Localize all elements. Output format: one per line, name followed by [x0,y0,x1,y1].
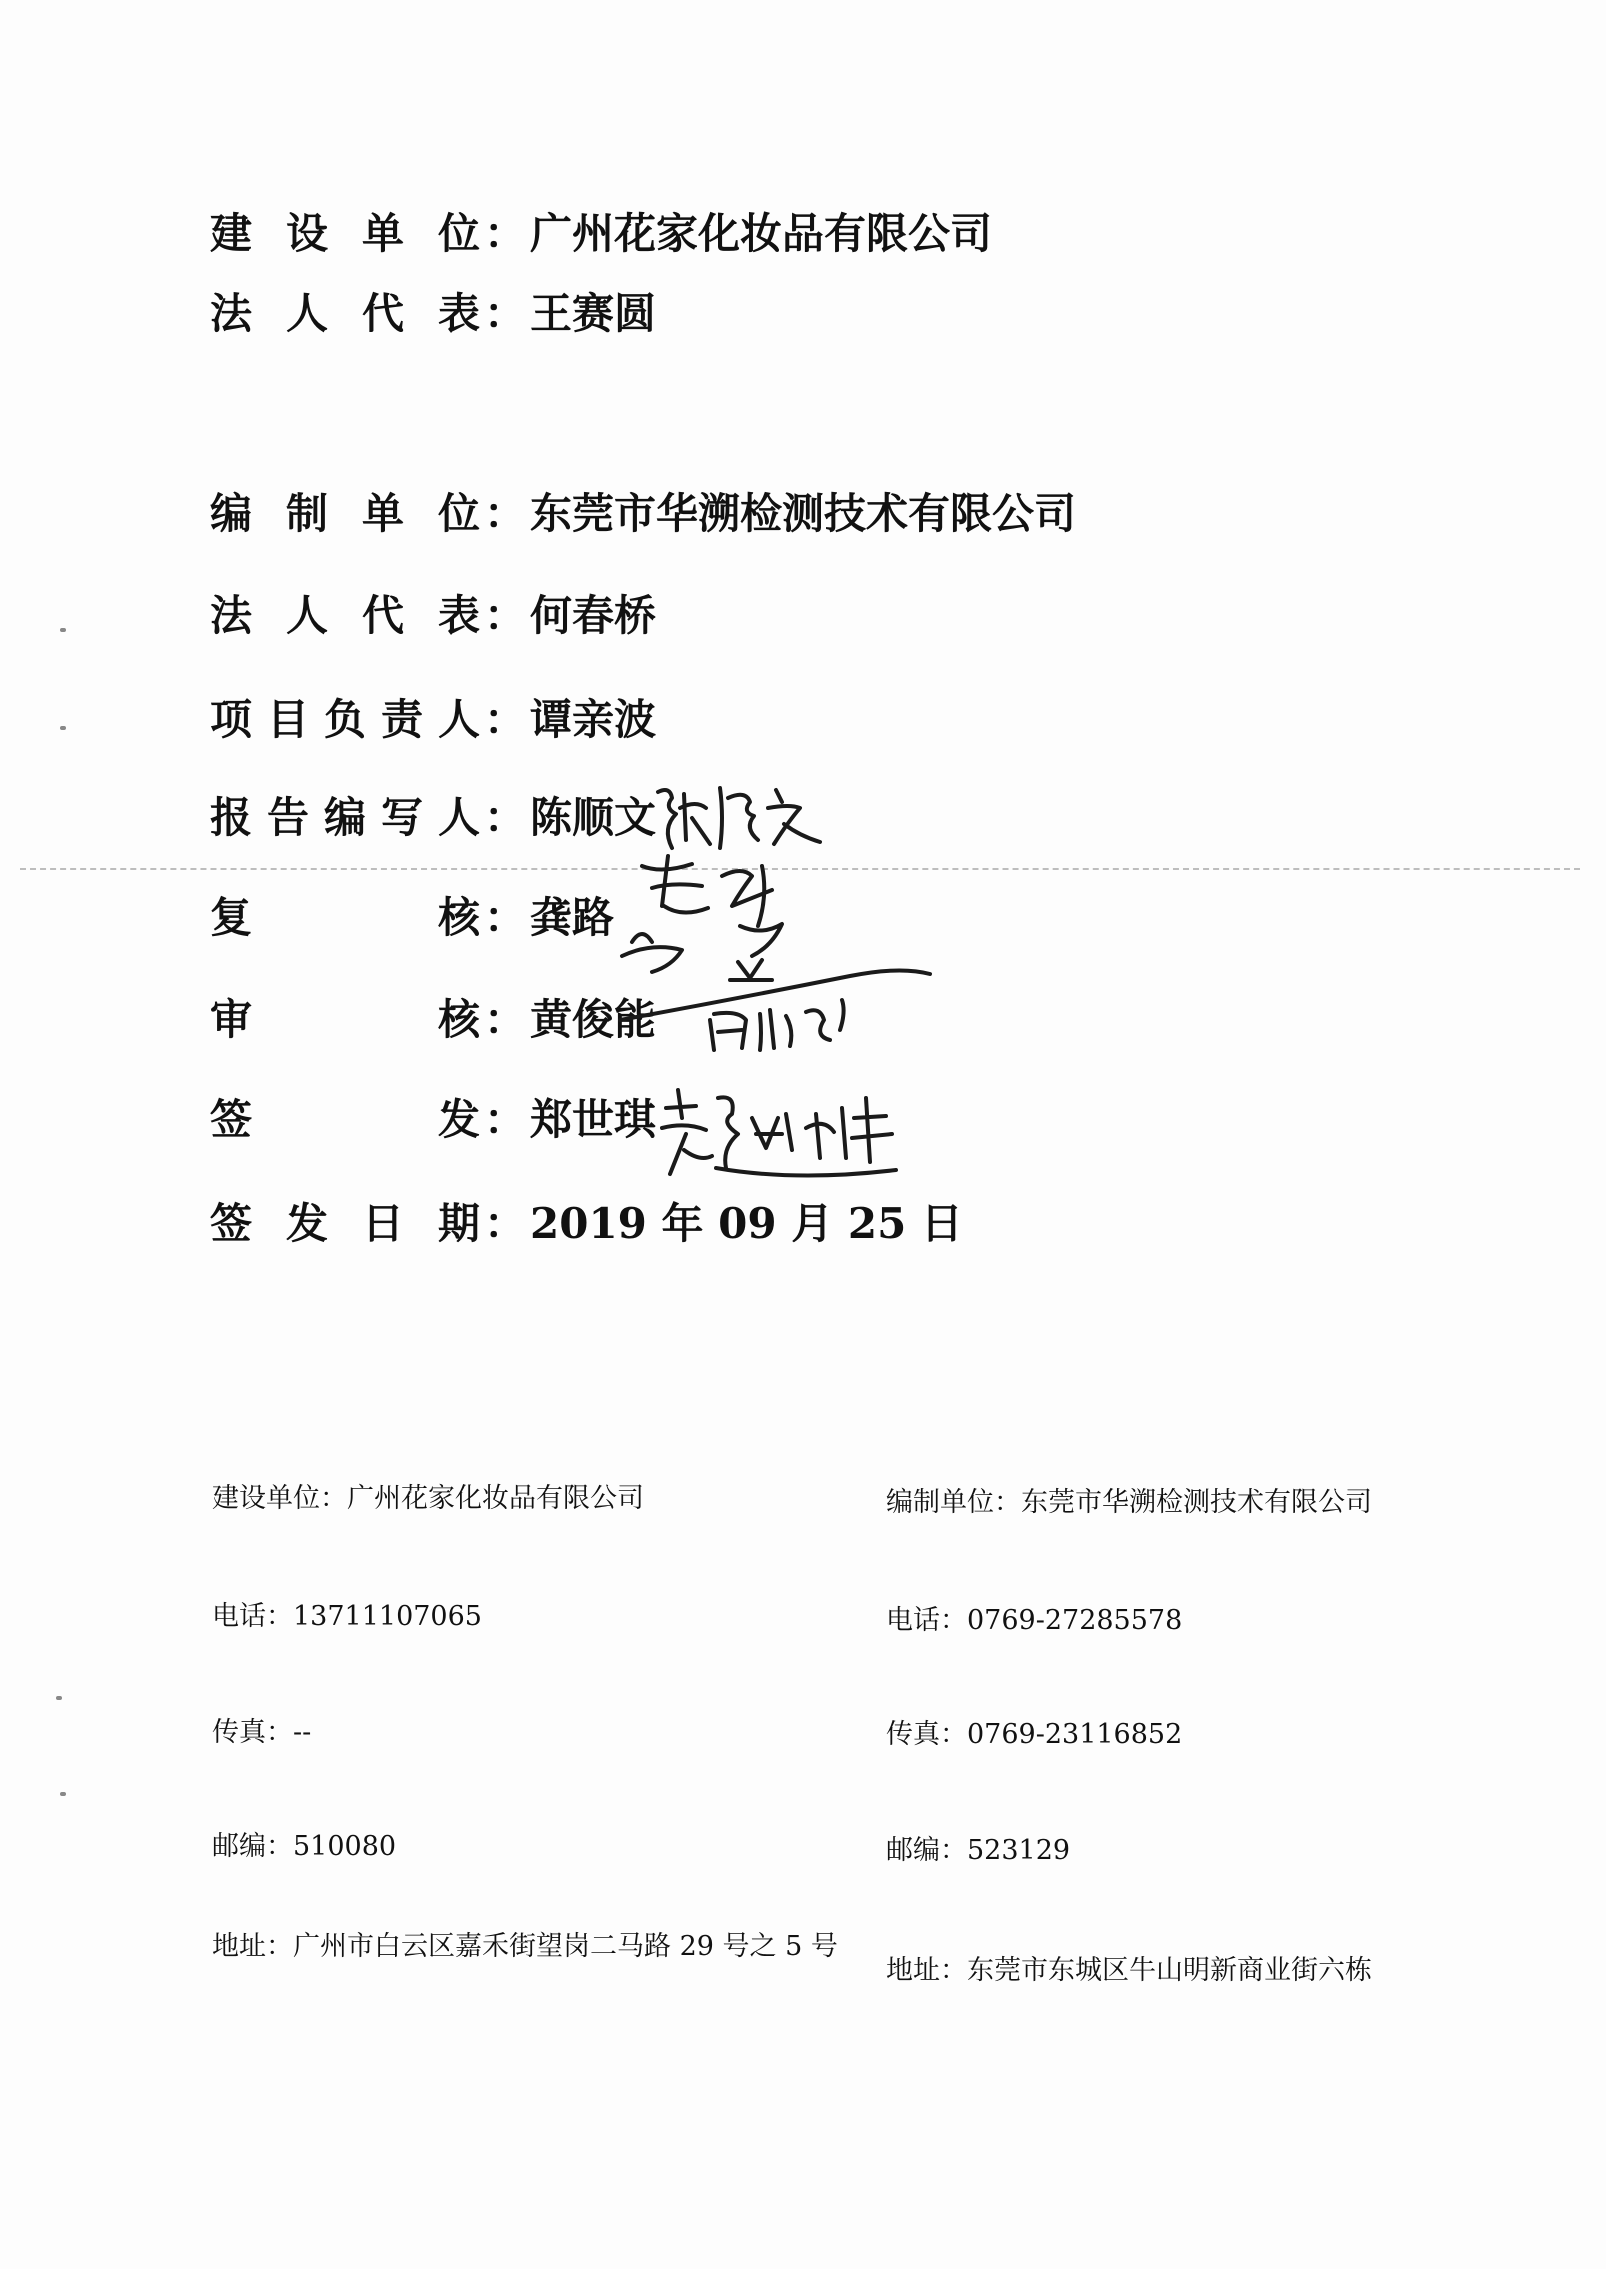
reviewer-name: 龚路 [530,893,615,942]
auditor-name: 黄俊能 [530,995,657,1044]
issuer-name: 郑世琪 [530,1095,657,1144]
client-address-label: 地址： [212,1931,293,1962]
label-char: 核 [437,893,480,942]
preparer-fax: 传真：0769-23116852 [886,1719,1183,1750]
label-char: 签 [210,1095,253,1144]
label-char: 责 [380,695,423,744]
row-issuer [210,1090,656,1150]
label-char: 位 [437,489,480,538]
client-address-value: 广州市白云区嘉禾街望岗二马路 29 号之 5 号 [293,1931,838,1962]
label-char: 告 [266,793,309,842]
label-issuer [210,1090,480,1150]
colon: ： [484,591,527,640]
client-name: 广州花家化妆品有限公司 [530,209,993,258]
colon: ： [484,209,527,258]
client-address [212,1930,872,1964]
colon: ： [484,995,527,1044]
signature-issuer [656,1078,916,1198]
label-client-rep [210,284,480,344]
label-auditor [210,990,480,1050]
label-char: 设 [285,209,328,258]
label-issue-date [210,1194,480,1254]
label-char: 单 [361,209,404,258]
preparer-postcode: 邮编：523129 [886,1835,1071,1866]
signature-auditor [610,950,940,1060]
row-auditor [210,990,656,1050]
preparer-address-value: 东莞市东城区牛山明新商业街六栋 [967,1955,1372,1986]
scan-speck [60,628,66,632]
label-author [210,788,480,848]
author-name: 陈顺文 [530,793,657,842]
label-preparer-rep [210,586,480,646]
client-rep-name: 王赛圆 [530,289,657,338]
row-issue-date [210,1194,963,1254]
label-char: 法 [210,289,253,338]
label-char: 复 [210,893,253,942]
label-char: 编 [323,793,366,842]
row-preparer-rep [210,586,656,646]
label-char: 人 [285,591,328,640]
client-unit: 建设单位：广州花家化妆品有限公司 [212,1483,644,1514]
label-char: 制 [285,489,328,538]
row-author [210,788,656,848]
label-char: 签 [210,1199,253,1248]
label-char: 位 [437,209,480,258]
label-preparer [210,484,480,544]
colon: ： [484,695,527,744]
label-char: 代 [361,591,404,640]
colon: ： [484,289,527,338]
row-reviewer [210,888,614,948]
row-client-rep [210,284,656,344]
scan-speck [56,1696,62,1700]
label-char: 人 [437,793,480,842]
row-client [210,204,992,264]
label-char: 负 [323,695,366,744]
label-char: 核 [437,995,480,1044]
label-char: 法 [210,591,253,640]
project-lead-name: 谭亲波 [530,695,657,744]
label-char: 发 [285,1199,328,1248]
scan-speck [60,726,66,730]
colon: ： [484,1095,527,1144]
preparer-address-label: 地址： [886,1955,967,1986]
preparer-unit: 编制单位：东莞市华溯检测技术有限公司 [886,1487,1372,1518]
label-client [210,204,480,264]
row-project-lead [210,690,656,750]
colon: ： [484,489,527,538]
label-char: 期 [437,1199,480,1248]
label-char: 目 [266,695,309,744]
label-char: 人 [285,289,328,338]
label-reviewer [210,888,480,948]
scan-speck [60,1792,66,1796]
row-preparer [210,484,1076,544]
label-char: 编 [210,489,253,538]
preparer-address [886,1954,1506,1988]
colon: ： [484,793,527,842]
label-char: 表 [437,591,480,640]
client-fax: 传真：-- [212,1717,312,1748]
label-char: 单 [361,489,404,538]
label-char: 审 [210,995,253,1044]
preparer-phone: 电话：0769-27285578 [886,1605,1183,1636]
label-char: 日 [361,1199,404,1248]
label-char: 报 [210,793,253,842]
colon: ： [484,1199,527,1248]
preparer-rep-name: 何春桥 [530,591,657,640]
preparer-name: 东莞市华溯检测技术有限公司 [530,489,1077,538]
label-char: 发 [437,1095,480,1144]
label-char: 人 [437,695,480,744]
label-char: 项 [210,695,253,744]
label-char: 表 [437,289,480,338]
colon: ： [484,893,527,942]
label-char: 写 [380,793,423,842]
issue-date-value: 2019 年 09 月 25 日 [530,1199,963,1248]
label-char: 建 [210,209,253,258]
client-phone: 电话：13711107065 [212,1601,482,1632]
label-project-lead [210,690,480,750]
client-postcode: 邮编：510080 [212,1831,397,1862]
label-char: 代 [361,289,404,338]
